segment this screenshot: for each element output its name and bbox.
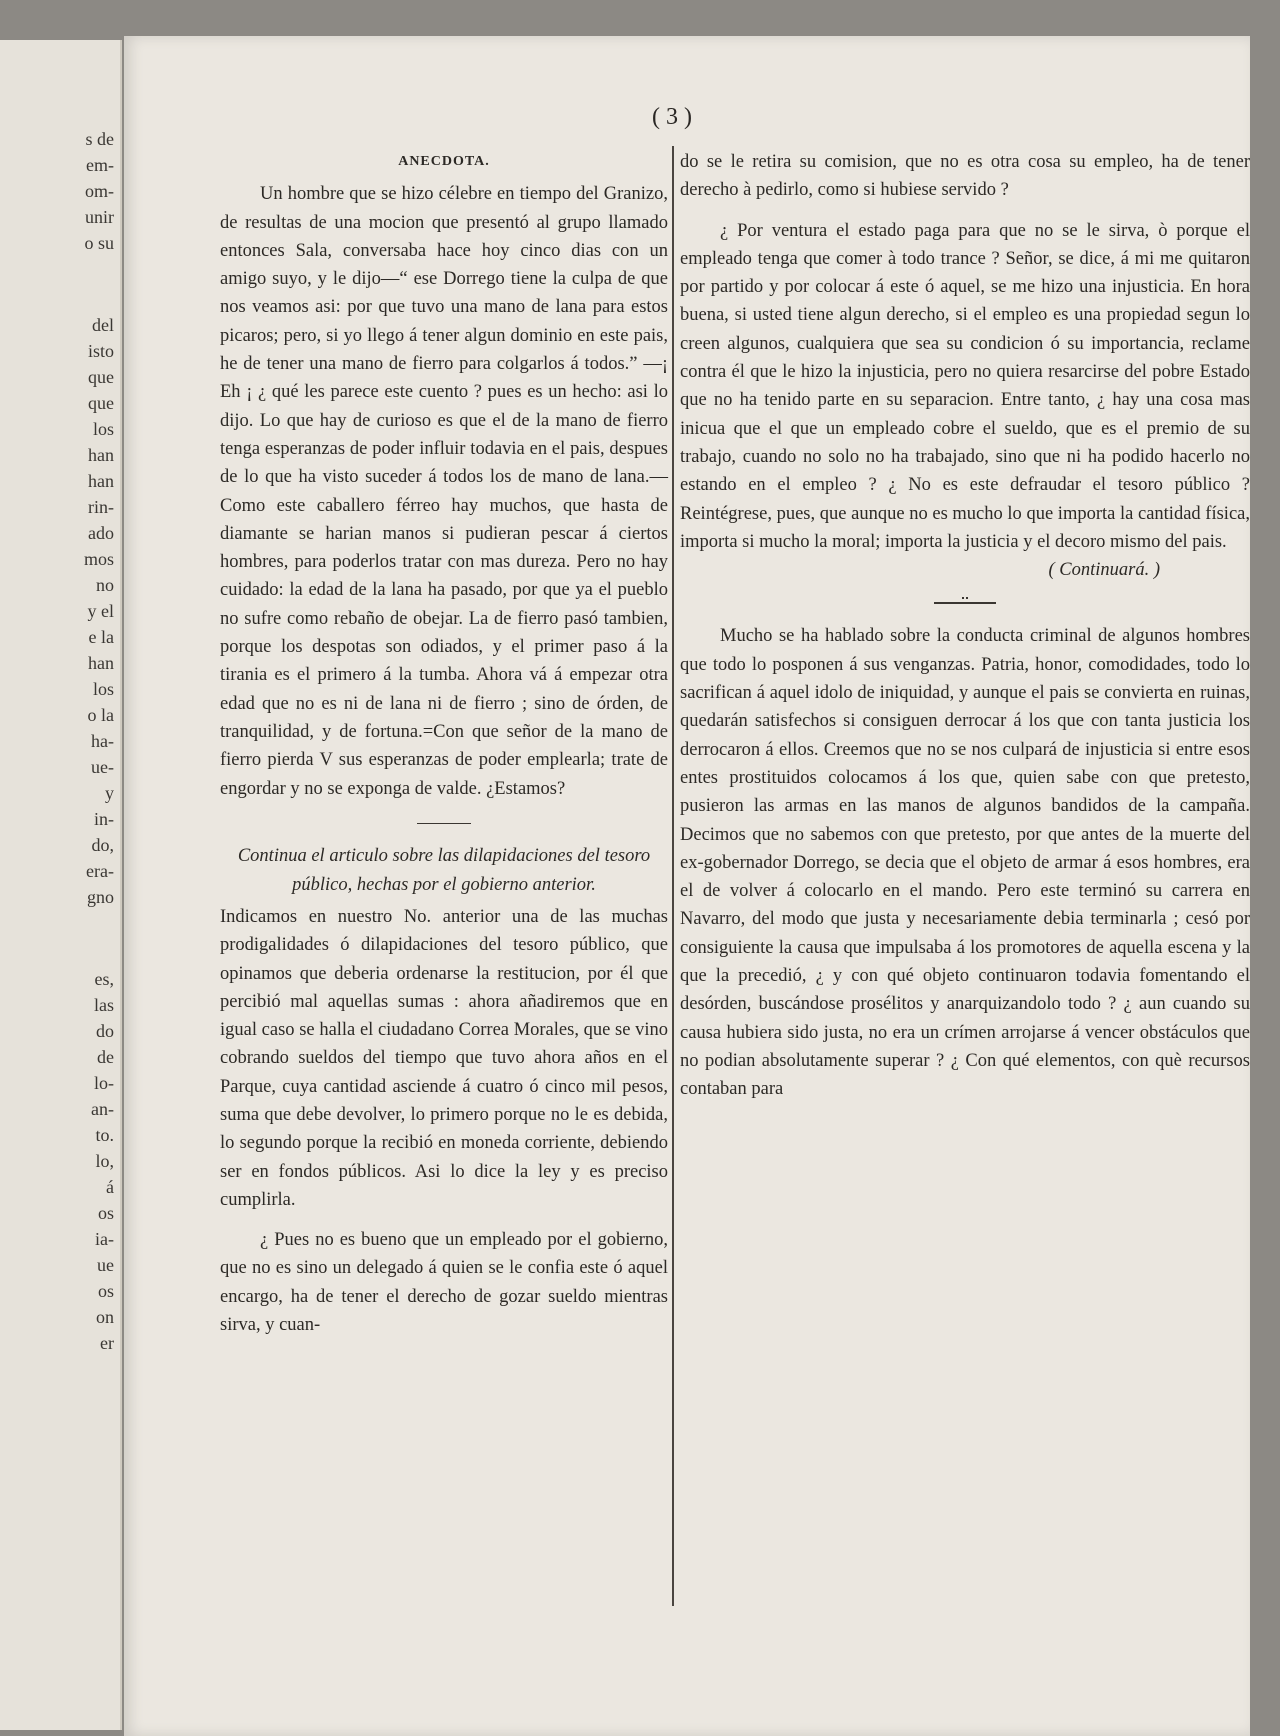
left-page-fragment: no [96, 575, 114, 595]
left-page-fragment: los [92, 419, 114, 439]
left-page-fragment: e la [88, 627, 114, 647]
left-page-fragment: y el [87, 601, 114, 621]
right-paragraph-2: ¿ Por ventura el estado paga para que no se le sirva, ò porque el empleado tenga que comer à todo trance ? Señor, se dice, á mi me quitaron por partido y por colocar á este ó aquel, se me hizo una injusticia. En hora buena, si usted tiene algun derecho, si el empleo es una propiedad segun lo creen algunos, cualquiera que sea su condicion ó su importancia, reclame contra él que le hizo la injusticia, pero no quiera resarcirse del pobre Estado que no ha tenido parte en su separacion. Entre tanto, ¿ hay una cosa mas inicua que el que un empleado cobre el sueldo, que es el premio de su trabajo, cuando no solo no ha trabajado, sino que ni ha podido hacerlo no estando en el empleo ? ¿ No es este defraudar el tesoro público ? Reintégrese, pues, que aunque no es mucho lo que importa la cantidad física, importa si mucho la moral; importa la justicia y el decoro mismo del pais. [680, 220, 1250, 552]
section-separator [417, 823, 471, 825]
left-page-fragment: á [106, 1177, 114, 1197]
left-page-fragment: in- [94, 809, 114, 829]
right-paragraph-1: do se le retira su comision, que no es otra cosa su empleo, ha de tener derecho à pedirlo, como si hubiese servido ? [680, 152, 1250, 201]
anecdote-text: Un hombre que se hizo célebre en tiempo del Granizo, de resultas de una mocion que presentó al grupo llamado entonces Sala, conversaba hace hoy cinco dias con un amigo suyo, y le dijo—“ ese Dorrego tiene la culpa de que nos veamos asi: por que tuvo una mano de lana para estos picaros; pero, si yo llego á tener algun dominio en este pais, he de tener una mano de fierro para colgarlos á todos.” —¡ Eh ¡ ¿ qué les parece este cuento ? pues es un hecho: asi lo dijo. Lo que hay de curioso es que el de la mano de fierro tenga esperanzas de poder influir todavia en el pais, despues de lo que ha visto suceder á todos los de mano de lana.— Como este caballero férreo hay muchos, que hasta de diamante se harian manos si pudieran pescar á ciertos hombres, para poderlos tratar con mas dureza. Pero no hay cuidado: la edad de la lana ha pasado, por que ya el pueblo no sufre como rebaño de obejar. La de fierro pasó tambien, porque los despotas son odiados, y el primer paso á la tirania es el primero á la tumba. Ahora vá á empezar otra edad que no es ni de lana ni de fierro ; sino de órden, de tranquilidad, y de fortuna.=Con que señor de la mano de fierro pierda V sus esperanzas de poder emplearla; trate de engordar y no se exponga de valde. ¿Estamos? [220, 184, 668, 799]
left-page-fragment: es, [94, 969, 114, 989]
left-page-fragment: las [94, 995, 114, 1015]
right-paragraph-3: Mucho se ha hablado sobre la conducta criminal de algunos hombres que todo lo posponen á sus venganzas. Patria, honor, comodidades, todo lo sacrifican á aquel idolo de iniquidad, y aunque el pais se convierta en ruinas, quedarán satisfechos si consiguen derrocar á los que con tanta justicia los derrocaron á ellos. Creemos que no se nos culpará de injusticia si entre esos entes prostituidos colocamos á los que, quien sabe con que pretesto, pusieron las armas en las manos de algunos bandidos de la campaña. Decimos que no sabemos con que pretesto, por que antes de la muerte del ex-gobernador Dorrego, se decia que el objeto de armar á esos hombres, era el de volver á colocarlo en el mando. Pero este terminó su carrera en Navarro, del modo que justa y necesariamente debia terminarla ; cesó por consiguiente la causa que impulsaba á los promotores de aquella escena y la que la precedió, ¿ y con qué objeto continuaron todavia fomentando el desórden, buscándose prosélitos y anarquizandolo todo ? ¿ aun cuando su causa hubiera sido justa, no era un crímen arrojarse á vencer obstáculos que no podian absolutamente superar ? ¿ Con qué elementos, con què recursos contaban para [680, 626, 1250, 1100]
left-page-edge [0, 40, 122, 1730]
left-page-fragment: er [100, 1333, 114, 1353]
left-page-fragment: em- [86, 155, 114, 175]
left-page-fragment: los [92, 679, 114, 699]
continued-note: ( Continuará. ) [1048, 560, 1160, 581]
left-page-fragment: han [88, 445, 114, 465]
anecdote-heading: ANECDOTA. [398, 154, 490, 169]
left-page-fragment: gno [87, 887, 114, 907]
left-page-fragment: lo- [94, 1073, 114, 1093]
left-page-fragment: ha- [91, 731, 114, 751]
article-paragraph-2: ¿ Pues no es bueno que un empleado por el gobierno, que no es sino un delegado á quien se le confia este ó aquel encargo, ha de tener el derecho de gozar sueldo mientras sirva, y cuan- [220, 1230, 668, 1336]
right-column [680, 148, 1250, 1104]
left-page-fragment: om- [85, 181, 114, 201]
left-page-fragment: mos [83, 549, 114, 569]
column-divider [672, 146, 674, 1606]
left-page-fragment: ue- [91, 757, 114, 777]
left-page-fragment: ue [97, 1255, 114, 1275]
left-page-fragment: lo, [95, 1151, 114, 1171]
left-page-fragment: o la [87, 705, 114, 725]
left-page-fragment: isto [87, 341, 114, 361]
left-page-fragment: do, [91, 835, 114, 855]
left-page-fragment: que [88, 367, 114, 387]
page-number: ( 3 ) [652, 104, 692, 130]
left-page-fragment: on [96, 1307, 114, 1327]
left-page-fragment: del [92, 315, 114, 335]
left-page-fragment: y [105, 783, 114, 803]
article-heading: Continua el articulo sobre las dilapidaciones del tesoro público, hechas por el gobierno anterior. [237, 846, 651, 895]
left-page-fragment: os [97, 1281, 114, 1301]
left-page-fragment: han [88, 471, 114, 491]
article-paragraph-1: Indicamos en nuestro No. anterior una de las muchas prodigalidades ó dilapidaciones del tesoro público, que opinamos que deberia ordenarse la restitucion, por él que percibió mal aquellas sumas : ahora añadiremos que en igual caso se halla el ciudadano Correa Morales, que se vino cobrando sueldos del tiempo que tuvo ahora años en el Parque, cuya cantidad asciende á cuatro ó cinco mil pesos, suma que debe devolver, lo primero porque no le es debida, lo segundo porque la recibió en moneda corriente, debiendo ser en fondos públicos. Asi lo dice la ley y es preciso cumplirla. [220, 906, 668, 1210]
left-page-fragment: era- [86, 861, 114, 881]
left-page-fragment: han [88, 653, 114, 673]
left-page-fragment: s de [85, 129, 114, 149]
left-column [220, 148, 668, 1339]
left-page-fragment: o su [84, 233, 114, 253]
left-page-fragment: an- [91, 1099, 114, 1119]
left-page-fragment: unir [85, 207, 114, 227]
left-page-fragment: do [96, 1021, 114, 1041]
left-page-fragment: rin- [88, 497, 114, 517]
section-separator-dotted [934, 602, 996, 604]
left-page-fragment: de [97, 1047, 114, 1067]
left-page-fragment: ia- [95, 1229, 114, 1249]
left-page-fragment: ado [88, 523, 114, 543]
left-page-fragment: to. [95, 1125, 114, 1145]
left-page-fragment: os [97, 1203, 114, 1223]
right-page [124, 36, 1250, 1736]
left-page-fragment: que [88, 393, 114, 413]
